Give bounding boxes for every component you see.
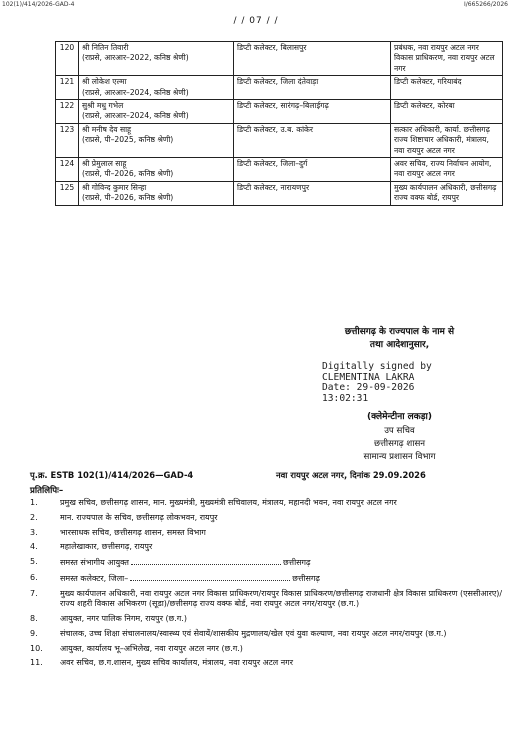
table-row (56, 158, 503, 182)
page-number: / / 07 / / (233, 16, 279, 26)
officer-name: श्री लोकेश एल्मा (82, 77, 127, 87)
officer-cell (79, 42, 234, 76)
table-row (56, 123, 503, 157)
table-row (56, 181, 503, 205)
list-item-number: 8. (30, 614, 38, 624)
list-item-text-part: छत्तीसगढ़ (282, 558, 311, 568)
serial-number: 125 (56, 181, 79, 205)
new-posting: डिप्टी कलेक्टर, गरियाबंद (391, 76, 503, 100)
list-item (30, 513, 504, 524)
list-item-number: 3. (30, 527, 38, 537)
serial-number: 122 (56, 100, 79, 124)
list-item-text: मान. राज्यपाल के सचिव, छत्तीसगढ़ लोकभवन, रायपुर (60, 512, 218, 522)
officer-name: श्री मनीष देव साहू (82, 124, 132, 134)
officer-service: (राप्रसे, आरआर–2024, कनिष्ठ श्रेणी) (82, 111, 189, 121)
list-item-text-part: समस्त संभागीय आयुक्त (60, 558, 129, 568)
current-posting: डिप्टी कलेक्टर, जिला दंतेवाड़ा (234, 76, 391, 100)
officer-service: (राप्रसे, पी–2026, कनिष्ठ श्रेणी) (82, 169, 174, 179)
endorsement-place-date: नवा रायपुर अटल नगर, दिनांक 29.09.2026 (276, 470, 426, 480)
list-item (30, 573, 504, 585)
current-posting: डिप्टी कलेक्टर, सारंगढ़–बिलाईगढ़ (234, 100, 391, 124)
list-item (30, 542, 504, 553)
authority-line-2: तथा आदेशानुसार, (369, 340, 430, 350)
copy-recipient-list (30, 498, 504, 673)
new-posting: सत्कार अधिकारी, कार्या. छत्तीसगढ़ राज्य शिष्टाचार अधिकारी, मंत्रालय, नवा रायपुर अटल नगर (391, 123, 503, 157)
list-item-text: भारसाधक सचिव, छत्तीसगढ़ शासन, समस्त विभाग (60, 527, 206, 537)
list-item-number: 5. (30, 557, 38, 567)
current-posting: डिप्टी कलेक्टर, उ.ब. कांकेर (234, 123, 391, 157)
document-reference-top-right: I/665266/2026 (464, 1, 508, 8)
list-item (30, 557, 504, 569)
list-item-text (60, 557, 504, 569)
list-item-text: महालेखाकार, छत्तीसगढ़, रायपुर (60, 542, 153, 552)
list-item-text: आयुक्त, नगर पालिक निगम, रायपुर (छ.ग.) (60, 614, 187, 624)
list-item-number: 6. (30, 572, 38, 582)
list-item-number: 7. (30, 588, 38, 598)
signatory-office: सामान्य प्रशासन विभाग (363, 452, 436, 462)
list-item-text (60, 573, 504, 585)
current-posting: डिप्टी कलेक्टर, जिला–दुर्ग (234, 158, 391, 182)
new-posting: मुख्य कार्यपालन अधिकारी, छत्तीसगढ़ राज्य वक्फ बोर्ड, रायपुर (391, 181, 503, 205)
digital-signature (322, 362, 482, 404)
officer-cell (79, 158, 234, 182)
list-item-number: 4. (30, 542, 38, 552)
copy-heading: प्रतिलिपिः– (30, 486, 64, 496)
blank-line (130, 573, 290, 581)
table-row (56, 42, 503, 76)
officer-service: (राप्रसे, पी–2025, कनिष्ठ श्रेणी) (82, 135, 174, 145)
list-item-text: संचालक, उच्च शिक्षा संचालनालय/स्वास्थ्य एवं सेवायें/शासकीय मुद्रणालय/खेल एवं युवा कल्याण, नवा रायपुर अटल नगर/रायपुर (छ.ग.) (60, 628, 447, 638)
list-item-number: 1. (30, 498, 38, 507)
list-item-text: मुख्य कार्यपालन अधिकारी, नवा रायपुर अटल नगर विकास प्राधिकरण/रायपुर विकास प्राधिकरण/छत्तीसगढ़ राजधानी क्षेत्र विकास प्राधिकरण (एससीआरए)/राज्य शहरी विकास अभिकरण (सूडा)/छत्तीसगढ़ राज्य वक्फ बोर्ड, नवा रायपुर अटल नगर/रायपुर (छ.ग.) (60, 588, 503, 609)
list-item (30, 498, 504, 509)
officer-service: (राप्रसे, आरआर–2024, कनिष्ठ श्रेणी) (82, 87, 189, 97)
blank-line (131, 557, 281, 565)
officer-name: सुश्री मधु गभेल (82, 101, 124, 111)
list-item-number: 11. (30, 658, 43, 668)
list-item-text: आयुक्त, कार्यालय भू–अभिलेख, नवा रायपुर अटल नगर (छ.ग.) (60, 643, 243, 653)
serial-number: 120 (56, 42, 79, 76)
list-item (30, 614, 504, 625)
list-item-number: 10. (30, 643, 43, 653)
list-item-text-part: समस्त कलेक्टर, जिला– (60, 573, 129, 583)
officer-cell (79, 100, 234, 124)
officer-name: श्री प्रेमुलाल साहू (82, 159, 127, 169)
list-item-number: 2. (30, 512, 38, 522)
table-row (56, 76, 503, 100)
transfer-table (55, 41, 503, 206)
officer-name: श्री गोविन्द कुमार सिन्हा (82, 182, 147, 192)
new-posting: डिप्टी कलेक्टर, कोरबा (391, 100, 503, 124)
list-item (30, 644, 504, 655)
digital-signature-line: Digitally signed by (322, 361, 432, 372)
table-row (56, 100, 503, 124)
serial-number: 124 (56, 158, 79, 182)
list-item (30, 629, 504, 640)
list-item (30, 589, 504, 610)
list-item (30, 658, 504, 669)
digital-signature-line: Date: 29-09-2026 (322, 382, 415, 394)
serial-number: 123 (56, 123, 79, 157)
signatory-department: छत्तीसगढ़ शासन (373, 439, 426, 449)
list-item (30, 528, 504, 539)
digital-signature-line: 13:02:31 (322, 392, 369, 404)
current-posting: डिप्टी कलेक्टर, बिलासपुर (234, 42, 391, 76)
list-item-number: 9. (30, 628, 38, 638)
authority-statement (292, 326, 507, 352)
list-item-text: अवर सचिव, छ.ग.शासन, मुख्य सचिव कार्यालय, मंत्रालय, नवा रायपुर अटल नगर (60, 658, 293, 668)
officer-service: (राप्रसे, पी–2026, कनिष्ठ श्रेणी) (82, 193, 174, 203)
officer-service: (राप्रसे, आरआर–2022, कनिष्ठ श्रेणी) (82, 53, 189, 63)
list-item-text: प्रमुख सचिव, छत्तीसगढ़ शासन, मान. मुख्यमंत्री, मुख्यमंत्री सचिवालय, मंत्रालय, महानदी भवन, नवा रायपुर अटल नगर (60, 498, 397, 507)
authority-line-1: छत्तीसगढ़ के राज्यपाल के नाम से (344, 327, 455, 337)
list-item-text-part: छत्तीसगढ़ (292, 573, 320, 583)
signatory-designation: उप सचिव (384, 426, 415, 436)
serial-number: 121 (56, 76, 79, 100)
current-posting: डिप्टी कलेक्टर, नारायणपुर (234, 181, 391, 205)
document-reference-top-left: 102(1)/414/2026-GAD-4 (2, 1, 75, 8)
officer-cell (79, 76, 234, 100)
digital-signature-line: CLEMENTINA LAKRA (322, 371, 415, 383)
officer-cell (79, 181, 234, 205)
signatory-name: (क्लेमेन्टीना लकड़ा) (367, 412, 432, 422)
new-posting: प्रबंधक, नवा रायपुर अटल नगर विकास प्राधिकरण, नवा रायपुर अटल नगर (391, 42, 503, 76)
new-posting: अवर सचिव, राज्य निर्वाचन आयोग, नवा रायपुर अटल नगर (391, 158, 503, 182)
officer-cell (79, 123, 234, 157)
officer-name: श्री नितिन तिवारी (82, 43, 129, 52)
endorsement-reference: पृ.क्र. ESTB 102(1)/414/2026—GAD-4 (30, 470, 194, 480)
